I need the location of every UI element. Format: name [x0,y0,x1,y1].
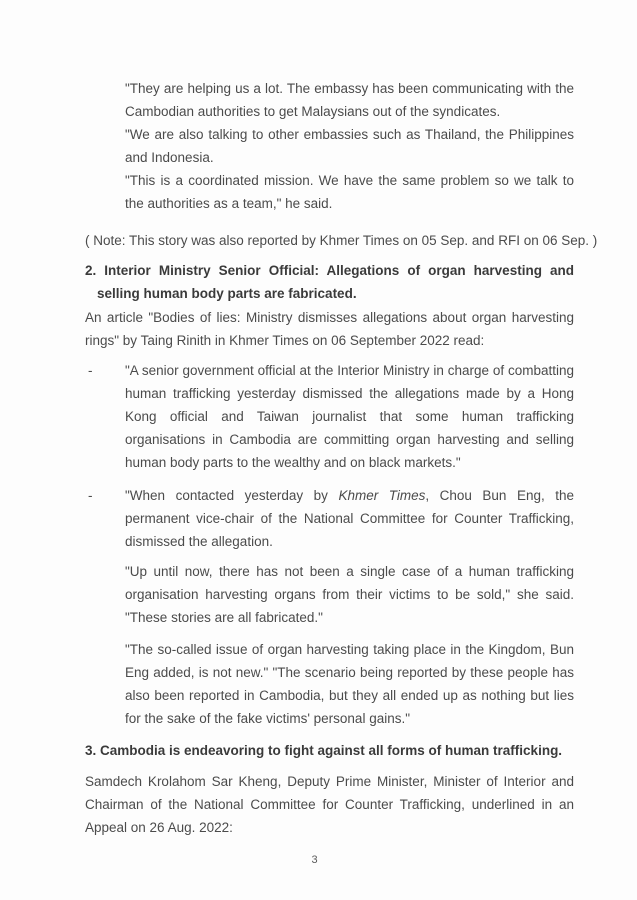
bullet-item [88,484,574,553]
quote-block [125,77,574,215]
bullet-paragraph: "A senior government official at the Interior Ministry in charge of combatting human trafficking yesterday dismissed the allegations made by a Hong Kong official and Taiwan journalist that some human trafficking organisations in Cambodia are committing organ harvesting and selling human body parts to the wealthy and on black markets." [125,363,574,470]
quote-paragraph: "Up until now, there has not been a single case of a human trafficking organisation harvesting organs from their victims to be sold," she said. "These stories are all fabricated." [125,564,574,625]
section-3-paragraph: Samdech Krolahom Sar Kheng, Deputy Prime Minister, Minister of Interior and Chairman of the National Committee for Counter Trafficking, underlined in an Appeal on 26 Aug. 2022: [85,774,574,835]
section-3-heading: 3. Cambodia is endeavoring to fight against all forms of human trafficking. [85,743,563,758]
page-content [85,77,598,839]
quote-paragraph: "We are also talking to other embassies such as Thailand, the Philippines and Indonesia. [125,127,574,165]
quote-paragraph: "The so-called issue of organ harvesting taking place in the Kingdom, Bun Eng added, is not new." "The scenario being reported by these people has also been reported in Cambodia, but they all ended up as nothing but lies for the sake of the fake victims' personal gains." [125,642,574,726]
publication-name: Khmer Times [338,488,426,503]
bullet-dash: - [88,363,93,378]
page-number: 3 [311,854,318,866]
bullet-text-pre: "When contacted yesterday by [125,488,339,503]
quote-paragraph: "They are helping us a lot. The embassy has been communicating with the Cambodian authorities to get Malaysians out of the syndicates. [125,81,574,119]
quote-paragraph: "This is a coordinated mission. We have the same problem so we talk to the authorities as a team," he said. [125,173,574,211]
section-2-heading: 2. Interior Ministry Senior Official: Allegations of organ harvesting and selling human body parts are fabricated. [85,263,574,301]
bullet-item [88,359,574,474]
section-2-intro: An article "Bodies of lies: Ministry dismisses allegations about organ harvesting rings" by Taing Rinith in Khmer Times on 06 September 2022 read: [85,310,574,348]
bullet-paragraph [125,484,574,553]
bullet-dash: - [88,488,93,503]
source-note: ( Note: This story was also reported by Khmer Times on 05 Sep. and RFI on 06 Sep. ) [85,233,598,248]
bullet-text-post: , Chou Bun Eng, the permanent vice-chair of the National Committee for Counter Trafficking, dismissed the allegation. [125,488,574,549]
